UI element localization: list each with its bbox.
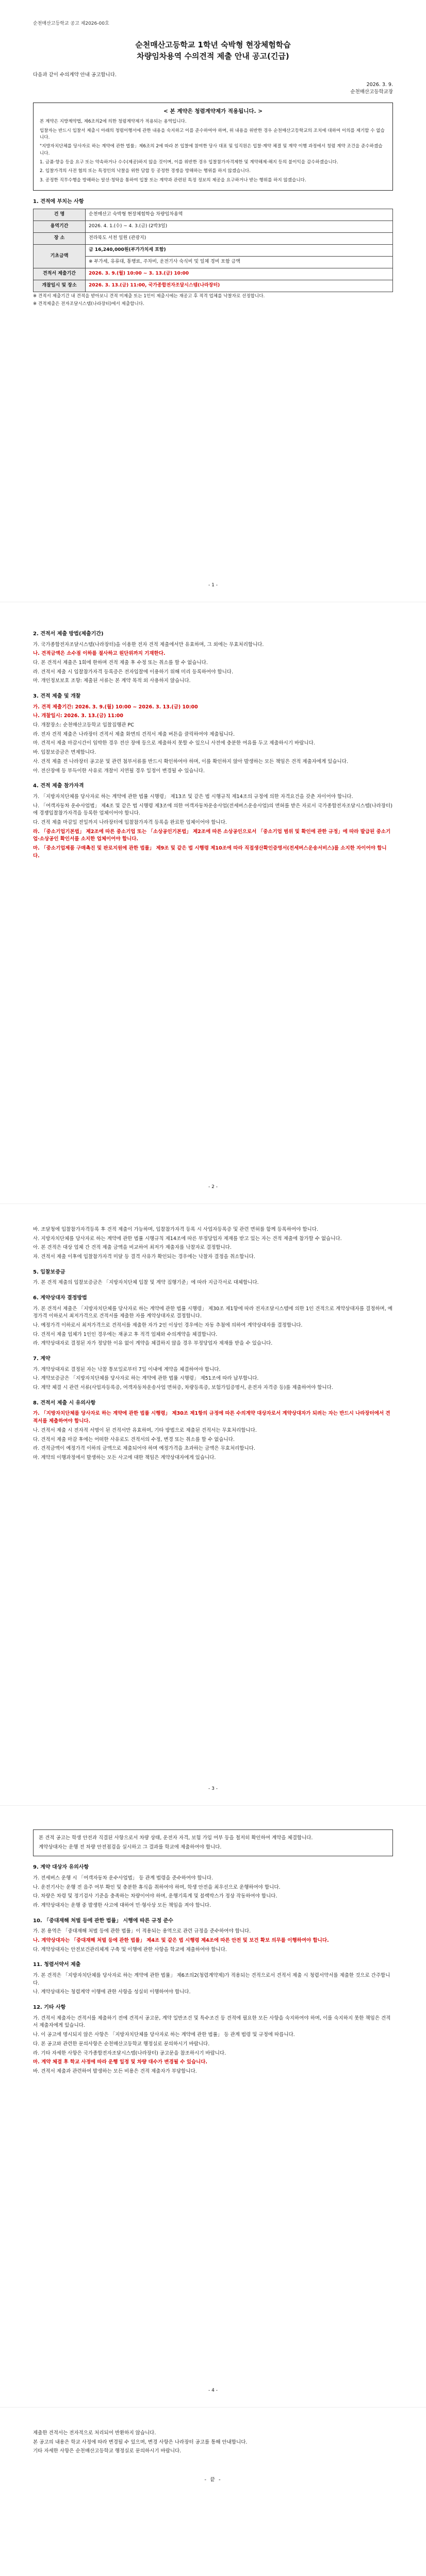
list-item: 다. 본 견적서 제출은 1회에 한하며 견적 제출 후 수정 또는 취소를 할 수 없습니다.	[33, 659, 208, 666]
list-item: 가. 「지방자치단체를 당사자로 하는 계약에 관한 법률 시행령」 제13조 및 같은 법 시행규칙 제14조의 규정에 의한 자격요건을 갖춘 자이어야 합니다.	[33, 793, 353, 800]
table-row: 장 소 전라북도 서천 일원 (관광지)	[34, 233, 393, 245]
box-line: 계약상대자는 운행 전 차량 안전점검을 실시하고 그 결과를 학교에 제출하여야 합니다.	[39, 1844, 222, 1850]
list-item: 다. 차량은 차령 및 정기검사 기준을 충족하는 차량이어야 하며, 운행기록계 및 블랙박스가 정상 작동하여야 합니다.	[33, 1893, 277, 1900]
list-item: 가. 견적 제출기간: 2026. 3. 9.(월) 10:00 ~ 2026. 3. 13.(금) 10:00	[33, 704, 198, 710]
recipient: 다음과 같이 수의계약 안내 공고합니다.	[33, 72, 117, 78]
table-row: 개찰일시 및 장소 2026. 3. 13.(금) 11:00, 국가종합전자조달시스템(나라장터)	[34, 280, 393, 292]
list-item: 가. 전세버스 운행 시 「여객자동차 운수사업법」 등 관계 법령을 준수하여야 합니다.	[33, 1875, 213, 1881]
list-item: 사. 지방자치단체를 당사자로 하는 계약에 관한 법률 시행규칙 제14조에 따른 부정당업자 제재를 받고 있는 자는 견적 제출에 참가할 수 없습니다.	[33, 1235, 342, 1242]
notice-para: 2. 입찰가격의 사전 협의 또는 특정인의 낙찰을 위한 담합 등 공정한 경쟁을 방해하는 행위를 하지 않겠습니다.	[40, 168, 251, 174]
list-item: 다. 견적서 제출 업체가 1인인 경우에는 재공고 후 적격 업체와 수의계약을 체결합니다.	[33, 1331, 218, 1337]
closing-line: 기타 자세한 사항은 순천매산고등학교 행정실로 문의하시기 바랍니다.	[33, 2448, 182, 2454]
notice-para: 입찰자는 반드시 입찰서 제출시 아래의 청렴이행서에 관한 내용을 숙지하고 이를 준수하여야 하며, 위 내용을 위반한 경우 순천매산고등학교의 조치에 대하여 이의를 제기할 수 없습니다.	[40, 128, 385, 140]
list-item: 다. 개찰장소: 순천매산고등학교 입찰집행관 PC	[33, 722, 134, 728]
list-item: 나. 계약보증금은 「지방자치단체를 당사자로 하는 계약에 관한 법률 시행령」 제51조에 따라 납부합니다.	[33, 1376, 259, 1382]
section-1-title: 1. 견적에 부치는 사항	[33, 198, 84, 205]
list-item: 라. 견적금액이 예정가격 이하의 금액으로 제출되어야 하며 예정가격을 초과하는 금액은 무효처리합니다.	[33, 1446, 255, 1452]
section-2-title: 2. 견적서 제출 방법(제출기간)	[33, 631, 104, 637]
section-11-title: 11. 청렴서약서 제출	[33, 1962, 81, 1968]
list-item: 가. 본 견적 제출의 입찰보증금은 「지방자치단체 입찰 및 계약 집행기준」에 따라 지급각서로 대체합니다.	[33, 1280, 259, 1286]
list-item: 아. 전산장애 등 부득이한 사유로 개찰이 지연될 경우 일정이 변경될 수 있습니다.	[33, 768, 205, 774]
list-item: 나. 계약상대자는 청렴계약 이행에 관한 사항을 성실히 이행하여야 합니다.	[33, 1989, 191, 1995]
closing-line: 본 공고의 내용은 학교 사정에 따라 변경될 수 있으며, 변경 사항은 나라장터 공고를 통해 안내합니다.	[33, 2439, 248, 2445]
section-10-title: 10. 「중대재해 처벌 등에 관한 법률」 시행에 따른 규정 준수	[33, 1918, 173, 1924]
list-item: 나. 개찰일시: 2026. 3. 13.(금) 11:00	[33, 713, 124, 719]
list-item: 사. 견적 제출 전 나라장터 공고문 및 관련 첨부서류를 반드시 확인하여야 하며, 이를 확인하지 않아 발생하는 모든 책임은 견적 제출자에게 있습니다.	[33, 758, 348, 765]
title-line-2: 차량임차용역 수의견적 제출 안내 공고(긴급)	[137, 52, 289, 61]
list-item: 다. 계약 체결 시 관련 서류(사업자등록증, 여객자동차운송사업 면허증, 차량등록증, 보험가입증명서, 운전자 자격증 등)를 제출하여야 합니다.	[33, 1385, 333, 1391]
page-number: - 1 -	[208, 583, 218, 588]
table-row: 견적서 제출기간 2026. 3. 9.(월) 10:00 ~ 3. 13.(금) 10:00	[34, 268, 393, 280]
section-7-title: 7. 계약	[33, 1356, 51, 1362]
box-line: 본 견적 공고는 학생 안전과 직결된 사항으로서 차량 상태, 운전자 자격, 보험 가입 여부 등을 철저히 확인하여 계약을 체결합니다.	[39, 1835, 313, 1841]
doc-ref: 순천매산고등학교 공고 제2026-00호	[33, 21, 109, 26]
list-item: 나. 예정가격 이하로서 최저가격으로 견적서를 제출한 자가 2인 이상인 경우에는 자동 추첨에 의하여 계약상대자를 결정합니다.	[33, 1323, 303, 1329]
list-item: 다. 견적서 제출 마감 후에는 어떠한 사유로도 견적서의 수정, 변경 또는 취소를 할 수 없습니다.	[33, 1436, 235, 1443]
note: ※ 견적서 제출기간 내 견적을 받아보니 견적 미제출 또는 1인이 제출시에는 재공고 후 적격 업체를 낙찰자로 선정합니다.	[33, 293, 265, 299]
list-item: 라. 기타 자세한 사항은 국가종합전자조달시스템(나라장터) 공고문을 참조하시기 바랍니다.	[33, 2050, 226, 2056]
list-item: 아. 본 견적은 대상 업체 간 견적 제출 금액을 비교하여 최저가 제출자를 낙찰자로 결정합니다.	[33, 1245, 232, 1251]
notice-title: < 본 계약은 청렴계약제가 적용됩니다. >	[163, 108, 263, 115]
list-item: 나. 「여객자동차 운수사업법」 제4조 및 같은 법 시행령 제3조에 의한 여객자동차운송사업(전세버스운송사업)의 면허를 받은 자로서 국가종합전자조달시스템(나라장터)에 경쟁입찰참가자격을 등록한 업체이어야 합니다.	[33, 803, 392, 817]
list-item: 가. 견적서 제출자는 견적서를 제출하기 전에 견적서 공고문, 계약 일반조건 및 특수조건 등 견적에 필요한 모든 사항을 숙지하여야 하며, 이를 숙지하지 못한 책임은 견적서 제출자에게 있습니다.	[33, 2015, 391, 2029]
list-item: 마. 견적서 제출 마감시간이 임박한 경우 전산 장애 등으로 제출하지 못할 수 있으니 사전에 충분한 여유를 두고 제출하시기 바랍니다.	[33, 740, 315, 747]
list-item: 나. 운전기사는 운행 전 음주 여부 확인 및 충분한 휴식을 취하여야 하며, 학생 안전을 최우선으로 운행하여야 합니다.	[33, 1884, 281, 1890]
list-item: 가. 본 견적은 「지방자치단체를 당사자로 하는 계약에 관한 법률」 제6조의2(청렴계약제)가 적용되는 견적으로서 견적서 제출 시 청렴서약서를 제출한 것으로 간주합니다.	[33, 1972, 390, 1986]
closing-line: 제출한 견적서는 전자적으로 처리되어 반환하지 않습니다.	[33, 2430, 156, 2436]
issue-date: 2026. 3. 9.	[366, 81, 393, 88]
list-item: 마. 「중소기업제품 구매촉진 및 판로지원에 관한 법률」 제9조 및 같은 법 시행령 제10조에 따라 직접생산확인증명서(전세버스운송서비스)를 소지한 자이어야 합니다.	[33, 845, 387, 859]
page-number: - 4 -	[208, 2388, 218, 2394]
page-number: - 3 -	[208, 1786, 218, 1792]
notice-para: 3. 공정한 직무수행을 방해하는 알선·청탁을 통하여 입찰 또는 계약과 관련된 특정 정보의 제공을 요구하거나 받는 행위를 하지 않겠습니다.	[40, 177, 306, 183]
notice-para: "지방자치단체를 당사자로 하는 계약에 관한 법률」제6조의 2에 따라 본 입찰에 참여한 당사 대표 및 임직원은 입찰·계약 체결 및 계약 이행 과정에서 청렴 계약 조건을 준수하겠습니다.	[40, 144, 383, 156]
title-line-1: 순천매산고등학교 1학년 숙박형 현장체험학습	[135, 40, 291, 49]
section-3-title: 3. 견적 제출 및 개찰	[33, 693, 81, 700]
section-9-title: 9. 계약 대상자 유의사항	[33, 1865, 89, 1871]
safety-box	[33, 1829, 393, 1856]
list-item: 가. 계약상대자로 결정된 자는 낙찰 통보일로부터 7일 이내에 계약을 체결하여야 합니다.	[33, 1366, 221, 1372]
contract-info-table	[33, 209, 393, 292]
list-item: 마. 계약 체결 후 학교 사정에 따라 운행 일정 및 차량 대수가 변경될 수 있습니다.	[33, 2059, 208, 2065]
section-6-title: 6. 계약상대자 결정방법	[33, 1295, 87, 1301]
table-row: 기초금액 금 16,240,000원(부가가치세 포함)	[34, 245, 393, 257]
section-4-title: 4. 견적 제출 참가자격	[33, 783, 84, 789]
list-item: 라. 「중소기업기본법」 제2조에 따른 중소기업 또는 「소상공인기본법」 제2조에 따른 소상공인으로서 「중소기업 범위 및 확인에 관한 규정」에 따라 발급된 중소기업·소상공인 확인서를 소지한 업체이어야 합니다.	[33, 828, 391, 842]
page-2	[0, 602, 426, 1204]
section-12-title: 12. 기타 사항	[33, 2005, 66, 2011]
note: ※ 견적제출은 전자조달시스템(나라장터)에서 제출합니다.	[33, 301, 144, 307]
list-item: 가. 본 용역은 「중대재해 처벌 등에 관한 법률」이 적용되는 용역으로 관련 규정을 준수하여야 합니다.	[33, 1928, 251, 1935]
list-item: 다. 본 공고와 관련한 문의사항은 순천매산고등학교 행정실로 문의하시기 바랍니다.	[33, 2041, 210, 2047]
list-item: 라. 계약상대자로 결정된 자가 정당한 이유 없이 계약을 체결하지 않을 경우 부정당업자 제재를 받을 수 있습니다.	[33, 1341, 273, 1347]
list-item: 나. 계약상대자는 「중대재해 처벌 등에 관한 법률」 제4조 및 같은 법 시행령 제4조에 따른 안전 및 보건 확보 의무를 이행하여야 합니다.	[33, 1938, 329, 1944]
list-item: 나. 견적금액은 소수점 이하를 절사하고 원단위까지 기재한다.	[33, 651, 166, 657]
list-item: 마. 계약의 이행과정에서 발생하는 모든 사고에 대한 책임은 계약상대자에게 있습니다.	[33, 1454, 216, 1461]
list-item: 바. 입찰보증금은 면제합니다.	[33, 750, 96, 756]
page-number: - 2 -	[208, 1184, 218, 1190]
list-item: 라. 전자 견적 제출은 나라장터 견적서 제출 화면의 견적서 제출 버튼을 클릭하여야 제출됩니다.	[33, 731, 235, 737]
integrity-notice	[33, 103, 393, 191]
list-item: 마. 개인정보보호 조항: 제출된 서류는 본 계약 목적 외 사용하지 않습니다.	[33, 678, 191, 684]
issuer: 순천매산고등학교장	[350, 89, 393, 95]
section-8-title: 8. 견적서 제출 시 유의사항	[33, 1400, 96, 1406]
list-item: 다. 견적 제출 마감일 전일까지 나라장터에 입찰참가자격 등록을 완료한 업체이어야 합니다.	[33, 820, 227, 825]
page-3	[0, 1204, 426, 1805]
section-5-title: 5. 입찰보증금	[33, 1269, 65, 1275]
notice-para: 본 계약은 지방계약법, 제6조의2에 의한 청렴계약제가 적용되는 용역입니다.	[40, 119, 187, 125]
list-item: 가. 국가종합전자조달시스템(나라장터)을 이용한 전자 견적 제출에서만 유효하며, 그 외에는 무효처리합니다.	[33, 641, 264, 648]
list-item: 나. 견적서 제출 시 전자적 서명이 된 견적서만 유효하며, 기타 방법으로 제출된 견적서는 무효처리합니다.	[33, 1427, 257, 1433]
table-row: ※ 부가세, 유류대, 통행료, 주차비, 운전기사 숙식비 및 일체 경비 포함 금액	[34, 257, 393, 268]
page-5	[0, 2407, 426, 2576]
table-row: 용역기간 2026. 4. 1.(수) ~ 4. 3.(금) (2박3일)	[34, 221, 393, 233]
page-4	[0, 1805, 426, 2407]
list-item: 나. 이 공고에 명시되지 않은 사항은 「지방자치단체를 당사자로 하는 계약에 관한 법률」 등 관계 법령 및 규정에 따릅니다.	[33, 2032, 295, 2038]
end-mark: - 끝 -	[204, 2477, 222, 2483]
page-1	[0, 0, 426, 602]
list-item: 가. 본 견적서 제출은 「지방자치단체를 당사자로 하는 계약에 관한 법률 시행령」 제30조 제1항에 따라 전자조달시스템에 의한 1인 견적으로 계약상대자를 결정하며, 예정가격 이하로서 최저가격으로 견적서를 제출한 자를 계약상대자로 결정합니다.	[33, 1306, 392, 1319]
list-item: 다. 계약상대자는 안전보건관리체계 구축 및 이행에 관한 사항을 학교에 제출하여야 합니다.	[33, 1946, 227, 1953]
list-item: 자. 견적서 제출 이후에 입찰참가자격 미달 등 결격 사유가 확인되는 경우에는 낙찰자 결정을 취소합니다.	[33, 1254, 255, 1260]
list-item: 바. 조달청에 입찰참가자격등록 후 견적 제출이 가능하며, 입찰참가자격 등록 시 사업자등록증 및 관련 면허를 함께 등록하여야 합니다.	[33, 1227, 318, 1232]
list-item: 라. 계약상대자는 운행 중 발생한 사고에 대하여 민·형사상 모든 책임을 져야 합니다.	[33, 1903, 211, 1909]
doc-title	[33, 39, 393, 62]
list-item: 바. 견적서 제출과 관련하여 발생하는 모든 비용은 견적 제출자가 부담합니다.	[33, 2068, 197, 2074]
table-row: 건 명 순천매산고 숙박형 현장체험학습 차량임차용역	[34, 209, 393, 221]
notice-para: 1. 금품·향응 등을 요구 또는 약속하거나 수수(제공)하지 않을 것이며, 이를 위반한 경우 입찰참가자격제한 및 계약해제·해지 등의 불이익을 감수하겠습니다.	[40, 159, 338, 165]
list-item: 라. 견적서 제출 시 입찰참가자격 등록증은 전자입찰에 이용하기 위해 미리 등록하여야 합니다.	[33, 669, 233, 675]
list-item: 가. 「지방자치단체를 당사자로 하는 계약에 관한 법률 시행령」 제30조 제1항의 규정에 따른 수의계약 대상자로서 계약상대자가 되려는 자는 반드시 나라장터에서 견적서를 제출하여야 합니다.	[33, 1411, 390, 1425]
